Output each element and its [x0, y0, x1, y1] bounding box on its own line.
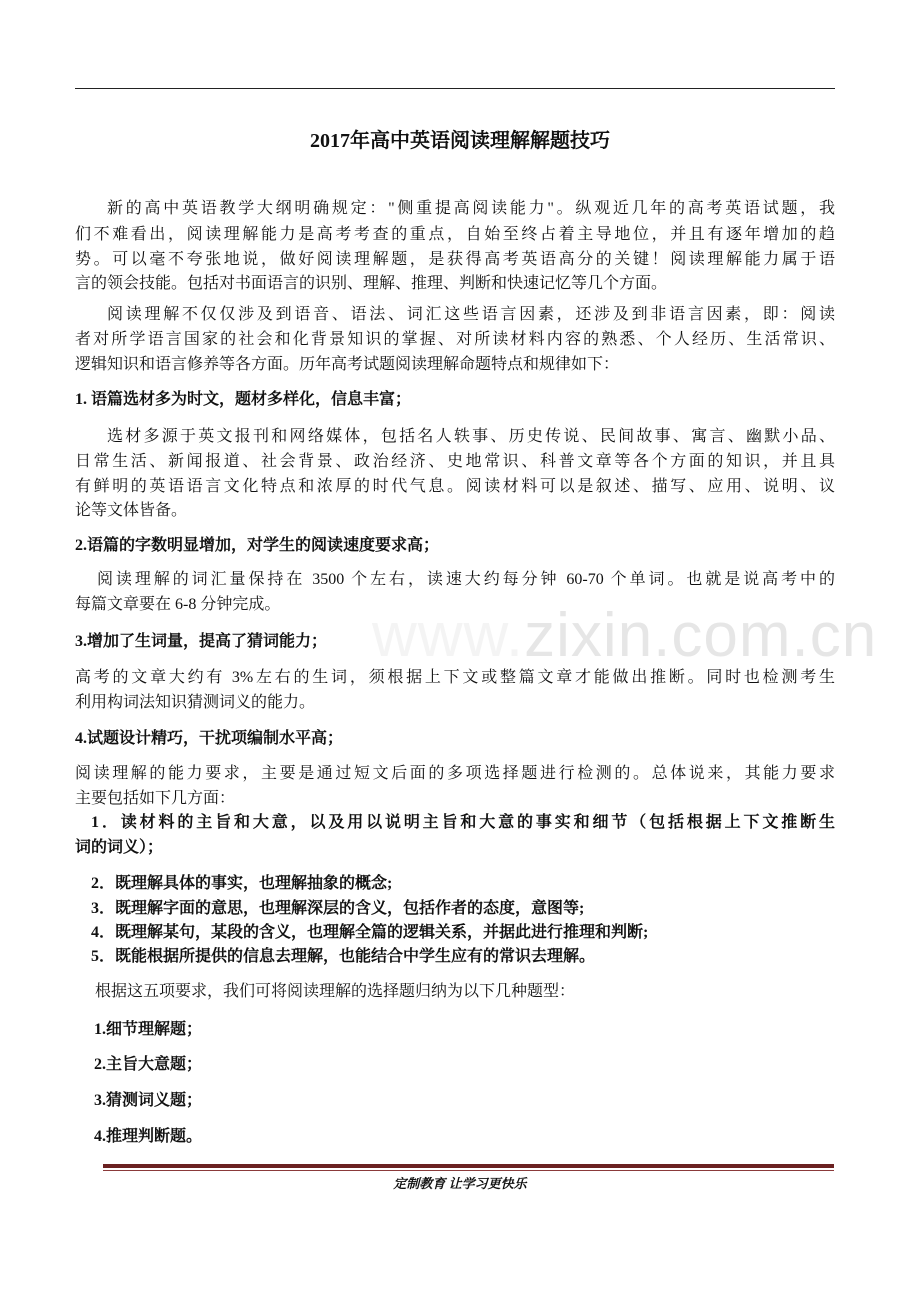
paragraph-intro-line: 势。可以毫不夸张地说，做好阅读理解题，是获得高考英语高分的关键！阅读理解能力属于语 [75, 251, 835, 268]
document-title: 2017年高中英语阅读理解解题技巧 [310, 130, 610, 152]
paragraph-ability-line: 阅读理解的能力要求，主要是通过短文后面的多项选择题进行检测的。总体说来，其能力要求 [75, 765, 835, 782]
heading-3: 3.增加了生词量，提高了猜词能力； [75, 633, 328, 650]
watermark-main: zixin.com.cn [524, 601, 878, 670]
paragraph-material-line: 论等文体皆备。 [75, 502, 188, 519]
requirement-1-line: 1．读材料的主旨和大意，以及用以说明主旨和大意的事实和细节（包括根据上下文推断生 [91, 814, 835, 831]
paragraph-material-line: 选材多源于英文报刊和网络媒体，包括名人轶事、历史传说、民间故事、寓言、幽默小品、 [107, 428, 835, 445]
paragraph-material-line: 有鲜明的英语语言文化特点和浓厚的时代气息。阅读材料可以是叙述、描写、应用、说明、议 [75, 478, 835, 495]
footer-rule-thin [103, 1170, 834, 1171]
paragraph-factors-line: 阅读理解不仅仅涉及到语音、语法、词汇这些语言因素，还涉及到非语言因素，即：阅读 [107, 306, 835, 323]
requirement-1-line: 词的词义）； [75, 839, 164, 856]
heading-1: 1. 语篇选材多为时文，题材多样化，信息丰富； [75, 391, 412, 408]
footer-slogan: 定制教育 让学习更快乐 [393, 1176, 527, 1191]
requirement-item: 3．既理解字面的意思，也理解深层的含义，包括作者的态度，意图等; [91, 900, 585, 917]
header-rule [75, 88, 835, 89]
paragraph-ability-line: 主要包括如下几方面： [75, 790, 236, 807]
heading-2: 2.语篇的字数明显增加，对学生的阅读速度要求高； [75, 537, 440, 554]
paragraph-speed-line: 每篇文章要在 6-8 分钟完成。 [75, 596, 281, 613]
requirement-item: 5．既能根据所提供的信息去理解，也能结合中学生应有的常识去理解。 [91, 948, 596, 965]
watermark [372, 600, 877, 671]
paragraph-factors-line: 者对所学语言国家的社会和化背景知识的掌握、对所读材料内容的熟悉、个人经历、生活常识、 [75, 331, 835, 348]
question-type-item: 4.推理判断题。 [94, 1128, 203, 1145]
paragraph-speed-line: 阅读理解的词汇量保持在 3500 个左右，读速大约每分钟 60-70 个单词。也就是说高考中的 [97, 571, 835, 588]
requirement-item: 2．既理解具体的事实，也理解抽象的概念; [91, 875, 393, 892]
heading-4: 4.试题设计精巧，干扰项编制水平高； [75, 730, 344, 747]
watermark-prefix: www. [372, 601, 525, 670]
footer-rule-thick [103, 1164, 834, 1168]
requirement-item: 4．既理解某句，某段的含义，也理解全篇的逻辑关系，并据此进行推理和判断; [91, 924, 649, 941]
paragraph-intro-line: 新的高中英语教学大纲明确规定："侧重提高阅读能力"。纵观近几年的高考英语试题，我 [107, 200, 835, 217]
paragraph-material-line: 日常生活、新闻报道、社会背景、政治经济、史地常识、科普文章等各个方面的知识，并且具 [75, 453, 835, 470]
paragraph-vocab-line: 利用构词法知识猜测词义的能力。 [75, 694, 316, 711]
question-type-item: 2.主旨大意题； [94, 1056, 203, 1073]
question-type-item: 3.猜测词义题； [94, 1092, 203, 1109]
paragraph-vocab-line: 高考的文章大约有 3%左右的生词，须根据上下文或整篇文章才能做出推断。同时也检测考生 [75, 669, 835, 686]
paragraph-intro-line: 们不难看出，阅读理解能力是高考考查的重点，自始至终占着主导地位，并且有逐年增加的趋 [75, 226, 835, 243]
paragraph-factors-line: 逻辑知识和语言修养等各方面。历年高考试题阅读理解命题特点和规律如下： [75, 356, 620, 373]
paragraph-intro-line: 言的领会技能。包括对书面语言的识别、理解、推理、判断和快速记忆等几个方面。 [75, 275, 668, 292]
summary-text: 根据这五项要求，我们可将阅读理解的选择题归纳为以下几种题型： [95, 983, 576, 1000]
question-type-item: 1.细节理解题； [94, 1021, 203, 1038]
